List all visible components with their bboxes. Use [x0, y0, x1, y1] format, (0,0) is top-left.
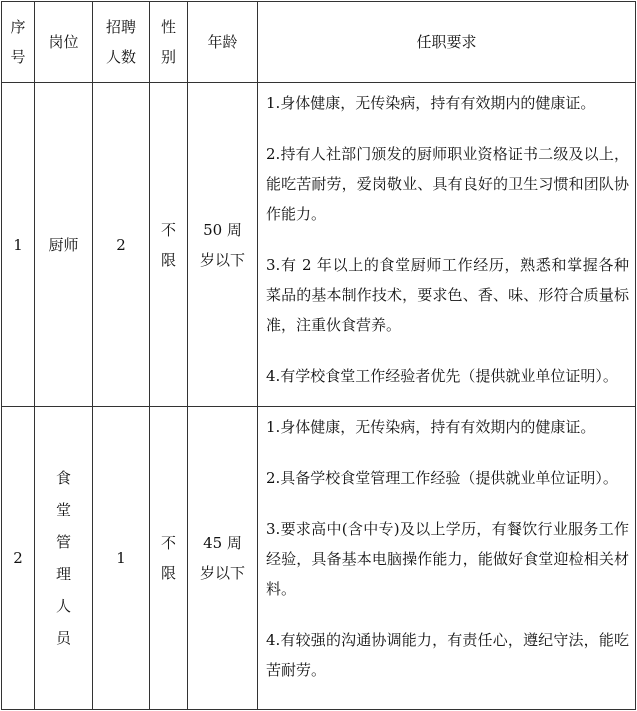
requirement-item: 3.有 2 年以上的食堂厨师工作经历，熟悉和掌握各种菜品的基本制作技术，要求色、香、味、形符合质量标准，注重伙食营养。: [266, 256, 629, 334]
header-recruit-count: 招聘人数: [93, 2, 150, 83]
header-seq: 序号: [2, 2, 35, 83]
recruitment-table: [1, 1, 636, 710]
cell-requirements: [258, 407, 636, 710]
requirement-item: 1.身体健康，无传染病，持有有效期内的健康证。: [266, 418, 596, 436]
cell-post: 食堂管理人员: [35, 407, 93, 710]
table-row: [2, 407, 636, 710]
cell-post: 厨师: [35, 83, 93, 407]
requirement-item: 4.有学校食堂工作经验者优先（提供就业单位证明）。: [266, 367, 618, 385]
header-row: [2, 2, 636, 83]
cell-count: 2: [93, 83, 150, 407]
header-gender: 性别: [150, 2, 188, 83]
header-age: 年龄: [188, 2, 258, 83]
requirement-item: 1.身体健康，无传染病，持有有效期内的健康证。: [266, 94, 596, 112]
requirement-item: 2.具备学校食堂管理工作经验（提供就业单位证明）。: [266, 469, 618, 487]
requirement-item: 3.要求高中(含中专)及以上学历，有餐饮行业服务工作经验，具备基本电脑操作能力，能做好食堂迎检相关材料。: [266, 520, 629, 598]
table-row: [2, 83, 636, 407]
requirement-item: 4.有较强的沟通协调能力，有责任心，遵纪守法，能吃苦耐劳。: [266, 631, 629, 679]
cell-seq: 2: [2, 407, 35, 710]
cell-age: 45 周岁以下: [188, 407, 258, 710]
header-post: 岗位: [35, 2, 93, 83]
cell-gender: 不限: [150, 407, 188, 710]
requirement-item: 2.持有人社部门颁发的厨师职业资格证书二级及以上，能吃苦耐劳，爱岗敬业、具有良好的卫生习惯和团队协作能力。: [266, 145, 629, 223]
cell-age: 50 周岁以下: [188, 83, 258, 407]
cell-gender: 不限: [150, 83, 188, 407]
cell-seq: 1: [2, 83, 35, 407]
cell-count: 1: [93, 407, 150, 710]
cell-requirements: [258, 83, 636, 407]
header-requirements: 任职要求: [258, 2, 636, 83]
